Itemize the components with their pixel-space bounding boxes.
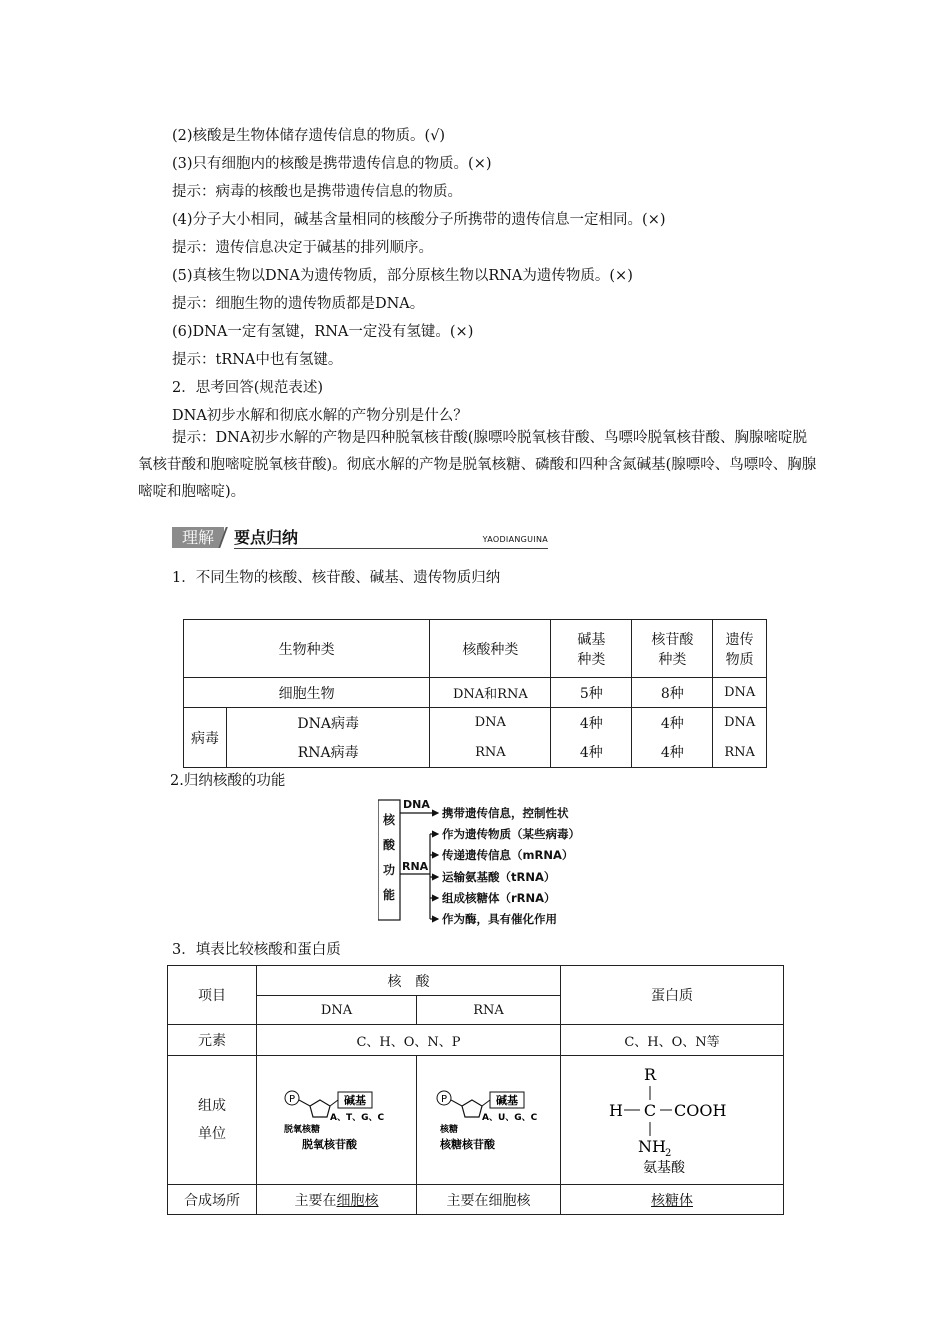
dna-unit-cell: [257, 1056, 417, 1185]
rna-unit-cell: [417, 1056, 561, 1185]
question-2-text: DNA初步水解和彻底水解的产物分别是什么？: [172, 408, 468, 424]
svg-text:碱基: 碱基: [343, 1094, 366, 1107]
answer-paragraph: 提示：DNA初步水解的产物是四种脱氧核苷酸(腺嘌呤脱氧核苷酸、鸟嘌呤脱氧核苷酸、胸腺嘧啶脱氧核苷酸和胞嘧啶脱氧核苷酸)。彻底水解的产物是脱氧核糖、磷酸和四种含氮碱基(腺嘌呤、鸟嘌呤、胸腺嘧啶和胞嘧啶)。: [138, 430, 817, 500]
table-row: 元素 C、H、O、N、P C、H、O、N等: [168, 1025, 784, 1056]
banner-title: 要点归纳: [234, 528, 299, 547]
header-dna: DNA: [257, 996, 417, 1025]
svg-text:A、T、G、C: A、T、G、C: [329, 1113, 384, 1123]
table-row: 病毒 DNA病毒 DNA 4种 4种 DNA: [184, 708, 767, 738]
svg-text:核糖: 核糖: [439, 1125, 458, 1135]
hint-3: 提示：病毒的核酸也是携带遗传信息的物质。: [172, 184, 462, 200]
rna-function: 组成核糖体（rRNA）: [442, 891, 556, 905]
unit-label: 组成 单位: [168, 1056, 257, 1185]
svg-text:A、U、G、C: A、U、G、C: [481, 1113, 537, 1123]
svg-text:脱氧核糖: 脱氧核糖: [283, 1125, 320, 1135]
svg-text:P: P: [288, 1094, 295, 1105]
amino-acid-structure: [602, 1064, 742, 1176]
rna-function: 作为酶，具有催化作用: [442, 912, 557, 926]
svg-text:脱氧核苷酸: 脱氧核苷酸: [301, 1138, 357, 1151]
comparison-table-3: [167, 965, 784, 1215]
dna-function: 携带遗传信息，控制性状: [442, 806, 569, 820]
svg-text:2: 2: [665, 1148, 672, 1159]
header-nucleotide-type: 核苷酸 种类: [632, 620, 713, 678]
svg-text:R: R: [643, 1065, 657, 1084]
svg-text:NH: NH: [638, 1137, 666, 1156]
dna-site: 主要在细胞核: [257, 1185, 417, 1215]
judgement-4: (4)分子大小相同，碱基含量相同的核酸分子所携带的遗传信息一定相同。(×): [172, 212, 666, 228]
svg-text:核糖核苷酸: 核糖核苷酸: [439, 1138, 495, 1151]
section-1-heading: 1．不同生物的核酸、核苷酸、碱基、遗传物质归纳: [172, 570, 501, 586]
section-banner: [172, 527, 548, 549]
rna-function: 作为遗传物质（某些病毒）: [442, 827, 580, 841]
svg-text:碱基: 碱基: [495, 1094, 518, 1107]
ribonucleotide-icon: [434, 1088, 544, 1152]
table-row: 细胞生物 DNA和RNA 5种 8种 DNA: [184, 678, 767, 708]
header-rna: RNA: [417, 996, 561, 1025]
banner-pinyin: YAODIANGUINA: [482, 535, 548, 544]
virus-label: 病毒: [184, 708, 227, 768]
table-row: [168, 1056, 784, 1185]
diagram-dna-label: DNA: [403, 798, 430, 811]
header-nucleic-type: 核酸种类: [430, 620, 551, 678]
judgement-5: (5)真核生物以DNA为遗传物质，部分原核生物以RNA为遗传物质。(×): [172, 268, 633, 284]
header-species: 生物种类: [184, 620, 430, 678]
rna-function: 运输氨基酸（tRNA）: [442, 870, 556, 884]
header-genetic-material: 遗传 物质: [713, 620, 767, 678]
svg-text:氨基酸: 氨基酸: [643, 1160, 685, 1176]
banner-rule: [234, 548, 548, 549]
table-row: 合成场所 主要在细胞核 主要在细胞核 核糖体: [168, 1185, 784, 1215]
svg-text:P: P: [440, 1094, 447, 1105]
diagram-rna-label: RNA: [402, 860, 429, 873]
header-protein: 蛋白质: [561, 966, 784, 1025]
banner-tag: 理解: [172, 527, 224, 548]
question-2-heading: 2．思考回答(规范表述): [172, 380, 324, 396]
rna-function: 传递遗传信息（mRNA）: [442, 848, 574, 862]
header-item: 项目: [168, 966, 257, 1025]
judgement-2: (2)核酸是生物体储存遗传信息的物质。(√): [172, 128, 446, 144]
hint-5: 提示：细胞生物的遗传物质都是DNA。: [172, 296, 425, 312]
amino-acid-cell: [561, 1056, 784, 1185]
judgement-3: (3)只有细胞内的核酸是携带遗传信息的物质。(×): [172, 156, 492, 172]
hint-4: 提示：遗传信息决定于碱基的排列顺序。: [172, 240, 433, 256]
section-3-heading: 3．填表比较核酸和蛋白质: [172, 942, 341, 958]
comparison-table-1: [183, 619, 767, 768]
svg-text:C: C: [643, 1101, 657, 1120]
header-base-type: 碱基 种类: [551, 620, 632, 678]
section-2-heading: 2.归纳核酸的功能: [170, 773, 286, 789]
svg-text:COOH: COOH: [674, 1101, 727, 1120]
header-nucleic: 核 酸: [257, 966, 561, 996]
hint-6: 提示：tRNA中也有氢键。: [172, 352, 343, 368]
deoxynucleotide-icon: [282, 1088, 392, 1152]
nucleic-acid-function-diagram: [378, 798, 628, 924]
table-row: RNA病毒 RNA 4种 4种 RNA: [184, 738, 767, 768]
svg-text:H: H: [609, 1101, 623, 1120]
protein-site: 核糖体: [561, 1185, 784, 1215]
rna-site: 主要在细胞核: [417, 1185, 561, 1215]
judgement-6: (6)DNA一定有氢键，RNA一定没有氢键。(×): [172, 324, 474, 340]
diagram-box-label: 核 酸 功 能: [382, 813, 395, 902]
